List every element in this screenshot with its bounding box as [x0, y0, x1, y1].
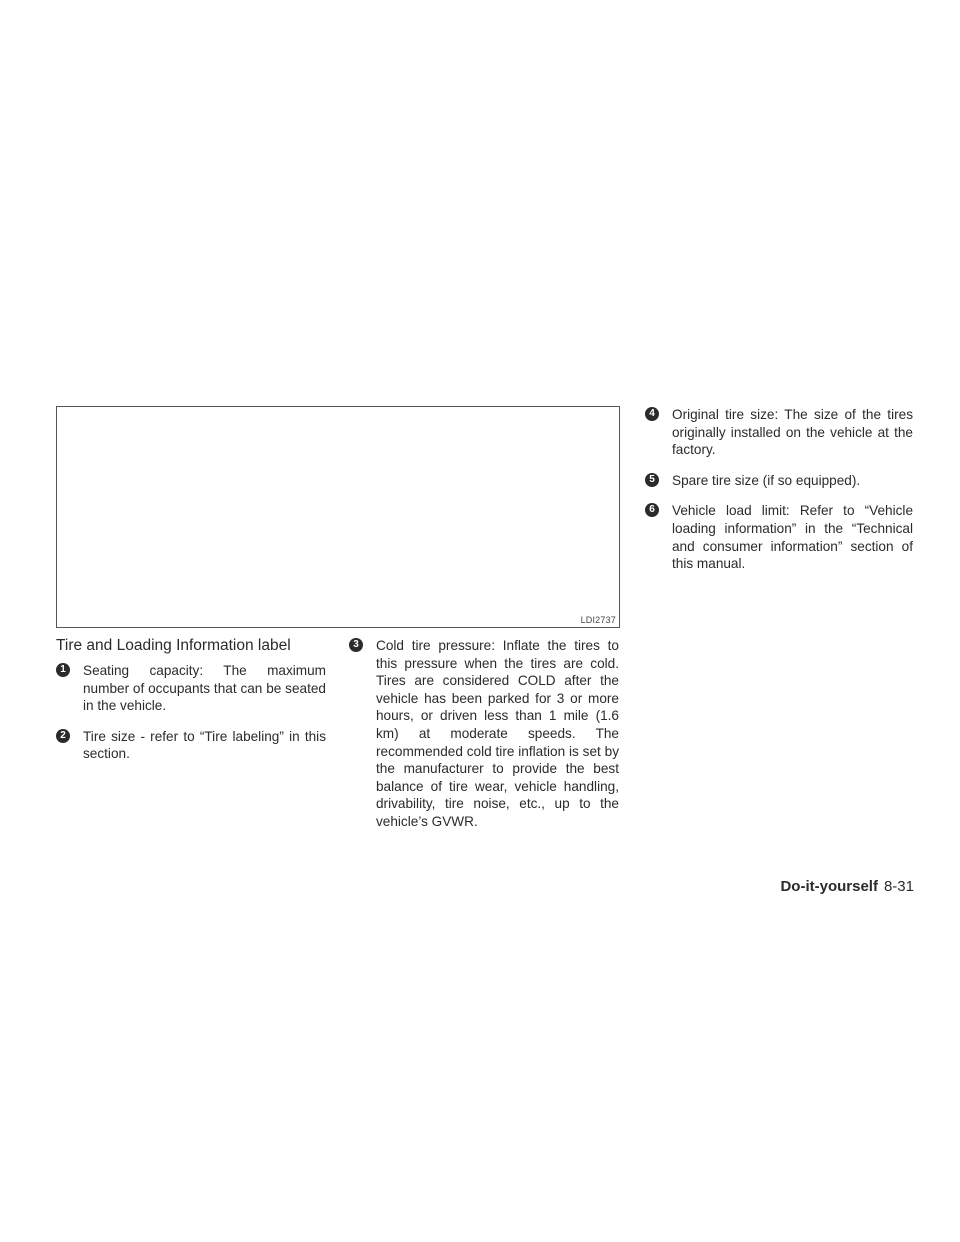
item-text: Vehicle load limit: Refer to “Vehicle loading information” in the “Technical and consumer information” section of this manual. [672, 503, 913, 572]
item-text: Original tire size: The size of the tires originally installed on the vehicle at the factory. [672, 407, 913, 458]
list-item [645, 502, 913, 572]
item-text: Tire size - refer to “Tire labeling” in this section. [83, 728, 326, 762]
item-number-badge: 1 [56, 663, 70, 677]
column-1 [56, 662, 326, 776]
column-3 [645, 406, 913, 586]
figure-caption: Tire and Loading Information label [56, 637, 291, 654]
list-item [645, 406, 913, 459]
item-number-badge: 2 [56, 729, 70, 743]
list-item [645, 472, 913, 490]
item-text: Spare tire size (if so equipped). [672, 472, 861, 488]
column-2 [349, 637, 619, 844]
figure-id: LDI2737 [580, 615, 616, 625]
section-title: Do-it-yourself [780, 878, 878, 895]
page-number: 8-31 [883, 878, 914, 895]
item-text: Seating capacity: The maximum number of occupants that can be seated in the vehicle. [83, 663, 326, 714]
list-item [349, 637, 619, 831]
item-number-badge: 6 [645, 503, 659, 517]
list-item [56, 662, 326, 715]
item-number-badge: 5 [645, 473, 659, 487]
tire-label-figure [56, 406, 620, 628]
item-text: Cold tire pressure: Inflate the tires to this pressure when the tires are cold. Tires are considered COLD after the vehicle has been parked for 3 or more hours, or driven less than 1 mile (1.6 km) at moderate speeds. The recommended cold tire inflation is set by the manufacturer to provide the best balance of tire wear, vehicle handling, drivability, tire noise, etc., up to the vehicle’s GVWR. [376, 638, 619, 829]
page-footer [780, 878, 914, 895]
item-number-badge: 3 [349, 638, 363, 652]
item-number-badge: 4 [645, 407, 659, 421]
list-item [56, 728, 326, 763]
